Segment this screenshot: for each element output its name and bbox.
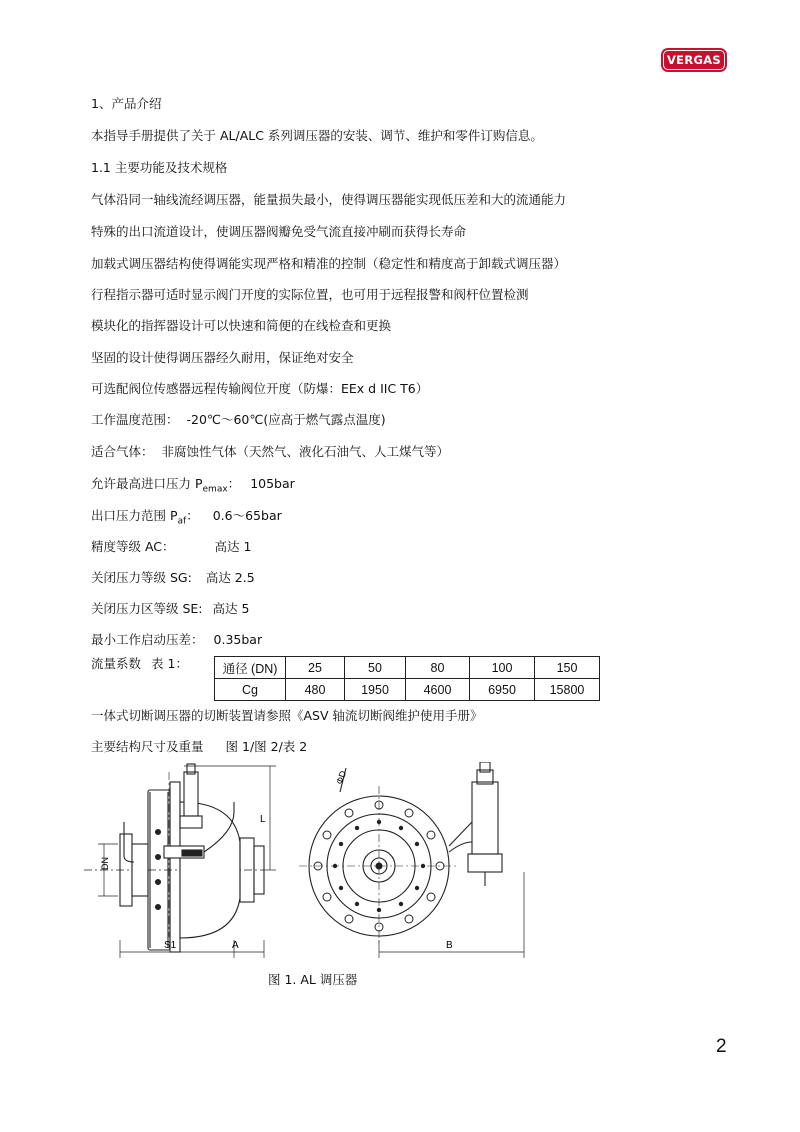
feature-line: 行程指示器可适时显示阀门开度的实际位置，也可用于远程报警和阀杆位置检测 (91, 287, 529, 302)
side-view (84, 764, 264, 952)
flow-coefficient-label (91, 656, 188, 672)
spec-label: 关闭压力等级 SG: (91, 570, 192, 585)
feature-line: 加载式调压器结构使得调能实现严格和精准的控制（稳定性和精度高于卸载式调压器） (91, 256, 567, 271)
spec-value: -20℃～60℃(应高于燃气露点温度) (186, 412, 386, 427)
spec-label-colon: ： (186, 508, 199, 523)
dim-label-od: ΦD (334, 769, 349, 786)
table-cell: 15800 (535, 679, 600, 701)
spec-label: 工作温度范围： (91, 412, 179, 427)
spec-label: 精度等级 AC： (91, 539, 175, 554)
spec-temperature (91, 412, 386, 428)
table-row (215, 657, 600, 679)
spec-max-inlet (91, 476, 295, 498)
figure-caption: 图 1. AL 调压器 (268, 972, 358, 987)
front-view (299, 762, 502, 946)
dim-label-s1: S1 (164, 940, 177, 951)
page-number: 2 (716, 1036, 727, 1057)
spec-lockup (91, 570, 255, 586)
table-cell: 4600 (406, 679, 470, 701)
vergas-logo (661, 48, 727, 72)
spec-label-colon: ： (227, 476, 241, 491)
spec-value: 非腐蚀性气体（天然气、液化石油气、人工煤气等） (161, 444, 450, 459)
table-cell: 1950 (345, 679, 406, 701)
spec-value: 0.35bar (213, 632, 263, 647)
spec-subscript: emax (202, 484, 228, 495)
table-cell: 480 (286, 679, 345, 701)
dim-label-dn: DN (100, 857, 110, 870)
table-row (215, 679, 600, 701)
spec-value: 105bar (250, 476, 295, 491)
intro-text: 本指导手册提供了关于 AL/ALC 系列调压器的安装、调节、维护和零件订购信息。 (91, 128, 543, 143)
asv-note: 一体式切断调压器的切断装置请参照《ASV 轴流切断阀维护使用手册》 (91, 708, 483, 723)
spec-value: 高达 1 (214, 539, 252, 554)
spec-label: 出口压力范围 P (91, 508, 178, 523)
spec-label: 关闭压力区等级 SE: (91, 601, 203, 616)
logo-text: VERGAS (664, 51, 724, 69)
table-cell: 100 (470, 657, 535, 679)
spec-subscript: af (177, 516, 187, 527)
table-cell: 50 (345, 657, 406, 679)
spec-accuracy (91, 539, 251, 555)
spec-lockup-zone (91, 601, 249, 617)
table-cell: 25 (286, 657, 345, 679)
dims-ref: 图 1/图 2/表 2 (225, 739, 308, 754)
section-title: 1.1 主要功能及技术规格 (91, 160, 228, 175)
feature-line: 坚固的设计使得调压器经久耐用，保证绝对安全 (91, 350, 354, 365)
spec-value: 高达 5 (212, 601, 250, 616)
spec-value: 高达 2.5 (205, 570, 255, 585)
table-cell: 150 (535, 657, 600, 679)
flow-coefficient-table (214, 656, 600, 701)
flow-label: 流量系数 (91, 656, 142, 671)
feature-line: 模块化的指挥器设计可以快速和简便的在线检查和更换 (91, 318, 392, 333)
spec-label: 最小工作启动压差： (91, 632, 204, 647)
dimensions-label (91, 739, 307, 755)
table-label: 表 1： (151, 656, 188, 671)
spec-value: 0.6～65bar (212, 508, 282, 523)
dim-label-b: B (446, 940, 453, 951)
dim-label-l: L (260, 814, 266, 825)
regulator-drawing (84, 762, 544, 962)
table-cell: Cg (215, 679, 286, 701)
spec-outlet-range (91, 508, 282, 530)
spec-label: 适合气体： (91, 444, 154, 459)
table-cell: 通径 (DN) (215, 657, 286, 679)
feature-line: 特殊的出口流道设计，使调压器阀瓣免受气流直接冲刷而获得长寿命 (91, 224, 467, 239)
heading: 1、产品介绍 (91, 96, 162, 111)
table-cell: 6950 (470, 679, 535, 701)
spec-label: 允许最高进口压力 P (91, 476, 203, 491)
table-cell: 80 (406, 657, 470, 679)
dims-text: 主要结构尺寸及重量 (91, 739, 204, 754)
feature-line: 可选配阀位传感器远程传输阀位开度（防爆：EEx d IIC T6） (91, 381, 429, 396)
spec-min-diff (91, 632, 262, 648)
spec-gas (91, 444, 449, 460)
dim-label-a: A (232, 940, 239, 951)
feature-line: 气体沿同一轴线流经调压器，能量损失最小，使得调压器能实现低压差和大的流通能力 (91, 192, 567, 207)
